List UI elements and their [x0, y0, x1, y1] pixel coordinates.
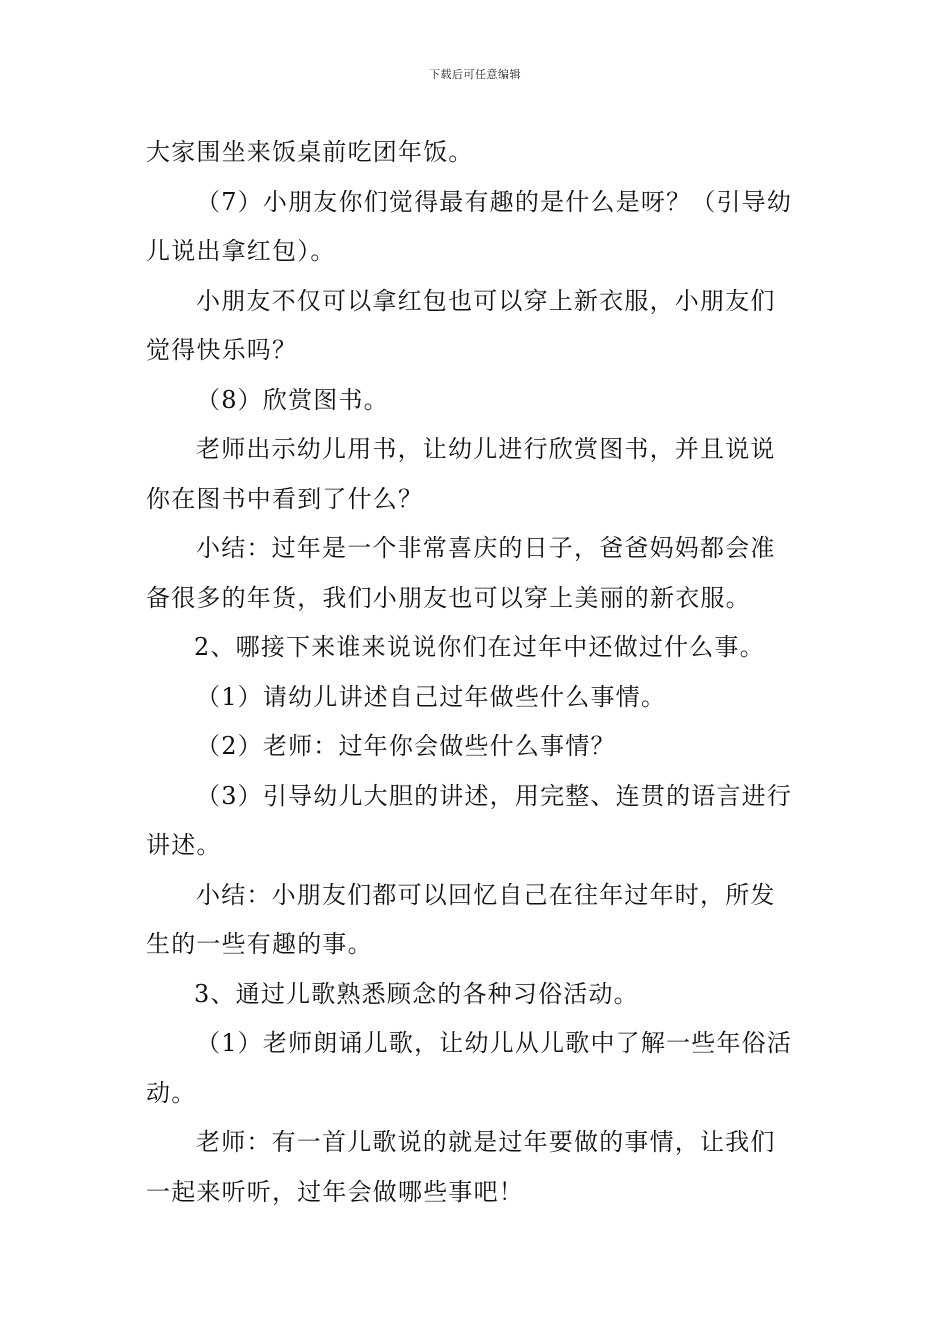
document-body [146, 128, 816, 1217]
text-line: 老师：有一首儿歌说的就是过年要做的事情，让我们 [196, 1128, 776, 1156]
text-line: 生的一些有趣的事。 [146, 930, 373, 958]
text-line: 觉得快乐吗？ [146, 336, 298, 364]
text-line: （1）老师朗诵儿歌，让幼儿从儿歌中了解一些年俗活 [196, 1029, 793, 1057]
text-line: （8）欣赏图书。 [196, 385, 389, 414]
text-line: （3）引导幼儿大胆的讲述，用完整、连贯的语言进行 [196, 781, 793, 810]
text-line: 儿说出拿红包）。 [146, 237, 336, 265]
text-line: 动。 [146, 1078, 197, 1107]
text-line: 小朋友不仅可以拿红包也可以穿上新衣服，小朋友们 [196, 286, 776, 315]
text-line: 讲述。 [146, 831, 222, 859]
text-line: 一起来听听，过年会做哪些事吧！ [146, 1177, 524, 1206]
text-line: （1）请幼儿讲述自己过年做些什么事情。 [196, 682, 667, 711]
text-line: 备很多的年货，我们小朋友也可以穿上美丽的新衣服。 [146, 583, 751, 612]
text-line: 老师出示幼儿用书，让幼儿进行欣赏图书，并且说说 [196, 435, 776, 463]
text-line: 小结：小朋友们都可以回忆自己在往年过年时，所发 [196, 880, 776, 909]
text-line: （7）小朋友你们觉得最有趣的是什么是呀？（引导幼 [196, 187, 793, 216]
text-line: （2）老师：过年你会做些什么事情？ [196, 732, 616, 760]
text-line: 3、通过儿歌熟悉顾念的各种习俗活动。 [194, 979, 639, 1008]
text-line: 小结：过年是一个非常喜庆的日子，爸爸妈妈都会准 [196, 534, 776, 562]
text-line: 2、哪接下来谁来说说你们在过年中还做过什么事。 [194, 633, 765, 661]
page-header: 下载后可任意编辑 [429, 68, 521, 81]
text-line: 大家围坐来饭桌前吃团年饭。 [146, 138, 474, 166]
text-line: 你在图书中看到了什么？ [146, 484, 424, 513]
